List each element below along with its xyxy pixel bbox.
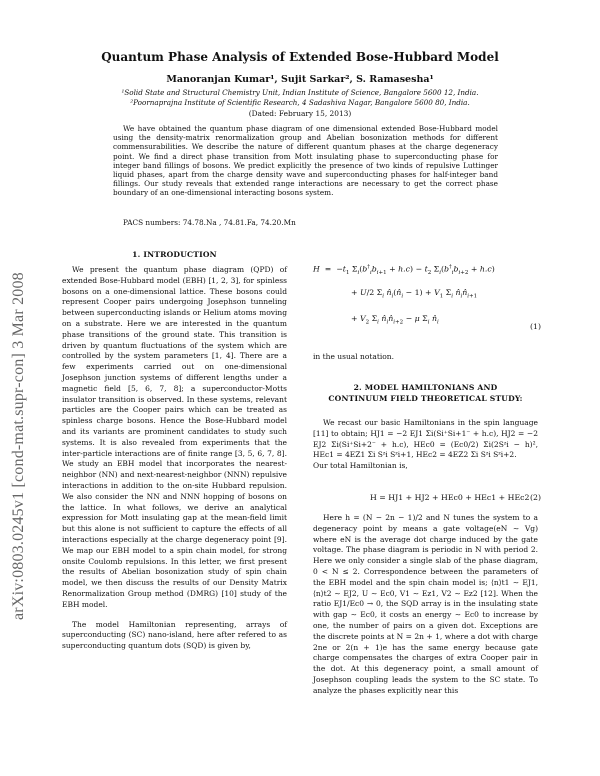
recast-terms: HJ1 = −2 EJ1 Σi(Si⁺Si+1⁻ + h.c), HJ2 = −2 EJ2 Σi(Si⁺Si+2⁻ + h.c), HEc0 = (Ec0/2) Σi(2Sᶻi − h)², HEc1 = 4EZ1 Σi Sᶻi Sᶻi+1, HEc2 = 4EZ2 Σi Sᶻi Sᶻi+2.	[313, 428, 538, 460]
recast-text	[313, 418, 538, 461]
left-column	[62, 265, 287, 652]
affiliation-2: ²Poornaprajna Institute of Scientific Research, 4 Sadashiva Nagar, Bangalore 5600 80, India.	[130, 98, 470, 107]
paragraph-degeneracy	[313, 513, 538, 697]
intro-paragraph-1: We present the quantum phase diagram (QPD) of extended Bose-Hubbard model (EBH) [1, 2, 3], for spinless bosons on a one-dimensional lattice. These bosons could represent Cooper pairs undergoing Josephson tunneling between superconducting islands or Helium atoms moving on a substrate. Here we are interested in the quantum phase transitions of the ground state. This transition is driven by quantum fluctuations of the system which are controlled by the system parameters [1, 4]. There are a few experiments carried out on one-dimensional Josephson junction systems of different lengths under a magnetic field [5, 6, 7, 8]; a superconductor-Motts insulator transition is observed. In these systems, relevant particles are the Cooper pairs which can be treated as spinless charge bosons. Hence the Bose-Hubbard model and its variants are prominent candidates to study such systems. It is also revealed from experiments that the inter-particle interactions are of finite range [3, 5, 6, 7, 8]. We study an EBH model that incorporates the nearest-neighbor (NN) and next-nearest-neighbor (NNN) repulsive interactions in addition to the on-site Hubbard repulsion. We also consider the NN and NNN hopping of bosons on the lattice. In what follows, we derive an analytical expression for Mott insulating gap at the mean-field limit but this alone is not sufficient to capture the effects of all interactions especially at the charge degeneracy point [9]. We map our EBH model to a spin chain model, for strong onsite Coulomb repulsions. In this letter, we first present the results of Abelian bosonization study of spin chain model, we then discuss the results of our Density Matrix Renormalization Group method (DMRG) [10] study of the EBH model.	[62, 265, 287, 609]
total-hamiltonian-intro: Our total Hamiltonian is,	[313, 461, 408, 471]
equation-1-line-1: $H = -t_1$ $\Sigma_i(b^\dagger_ib_{i+1} + h.c) - t_2$ $\Sigma_i(b^\dagger_ib_{i+2} + h.c)$	[313, 264, 495, 277]
recast-sentence: We recast our basic Hamiltonians in the spin language [11] to obtain;	[313, 418, 538, 438]
affiliation-1: ¹Solid State and Structural Chemistry Unit, Indian Institute of Science, Bangalore 5600 12, India.	[121, 88, 479, 97]
recast-paragraph	[313, 418, 538, 472]
arxiv-stamp-text: arXiv:0803.0245v1 [cond-mat.supr-con] 3 Mar 2008	[10, 272, 27, 620]
date-line: (Dated: February 15, 2013)	[248, 109, 352, 118]
equation-2: H = HJ1 + HJ2 + HEc0 + HEc1 + HEc2	[370, 493, 530, 502]
section-heading-model-1: 2. MODEL HAMILTONIANS AND	[353, 383, 498, 392]
equation-1	[313, 264, 548, 339]
section-heading-introduction: 1. INTRODUCTION	[132, 250, 217, 259]
after-equation-1: in the usual notation.	[313, 352, 395, 361]
degeneracy-text: Here h = (N − 2n − 1)/2 and N tunes the system to a degeneracy point by means a gate voltage(eN ∼ Vg) where eN is the average dot charge induced by the gate voltage. The phase diagram is periodic in N with period 2. Here we only consider a single slab of the phase diagram, 0 < N ≤ 2. Correspondence between the parameters of the EBH model and the spin chain model is; ⟨n⟩t1 ∼ EJ1, ⟨n⟩t2 ∼ EJ2, U ∼ Ec0, V1 ∼ Ez1, V2 ∼ Ez2 [12]. When the ratio EJ1/Ec0 → 0, the SQD array is in the insulating state with gap ∼ Ec0, it costs an energy ∼ Ec0 to increase by one, the number of pairs on a given dot. Exceptions are the discrete points at N = 2n + 1, where a dot with charge 2ne or 2(n + 1)e has the same energy because gate charge compensates the charges of extra Cooper pair in the dot. At this degeneracy point, a small amount of Josephson coupling leads the system to the SC state. To analyze the phases explicitly near this	[313, 513, 538, 695]
section-heading-model-2: CONTINUUM FIELD THEORETICAL STUDY:	[328, 394, 523, 403]
abstract: We have obtained the quantum phase diagram of one dimensional extended Bose-Hubbard model using the density-matrix renormalization group and Abelian bosonization methods for different commensurabilities. We describe the nature of different quantum phases at the charge degeneracy point. We find a direct phase transition from Mott insulating phase to superconducting phase for integer band fillings of bosons. We predict explicitly the presence of two kinds of repulsive Luttinger liquid phases, apart from the charge density wave and superconducting phases for half-integer band fillings. Our study reveals that extended range interactions are necessary to get the correct phase boundary of an one-dimensional interacting bosons system.	[113, 124, 498, 198]
equation-2-number: (2)	[530, 493, 542, 502]
pacs-numbers: PACS numbers: 74.78.Na , 74.81.Fa, 74.20.Mn	[123, 218, 296, 227]
arxiv-stamp	[10, 150, 36, 620]
paper-title: Quantum Phase Analysis of Extended Bose-Hubbard Model	[101, 50, 499, 64]
author-list: Manoranjan Kumar¹, Sujit Sarkar², S. Ramasesha¹	[166, 74, 434, 85]
intro-paragraph-2: The model Hamiltonian representing, arrays of superconducting (SC) nano-island, here after refered to as superconducting quantum dots (SQD) is given by,	[62, 619, 287, 651]
equation-1-line-3: + $V_2$ $\Sigma_i$ $n̂_in̂_{i+2} - \mu$ $\Sigma_i$ $n̂_i$	[351, 314, 439, 326]
equation-1-line-2: + U/2 $\Sigma_i$ $n̂_i(n̂_i - 1) + V_1$ $\Sigma_i$ $n̂_in̂_{i+1}$	[351, 288, 478, 300]
equation-1-number: (1)	[530, 322, 542, 331]
